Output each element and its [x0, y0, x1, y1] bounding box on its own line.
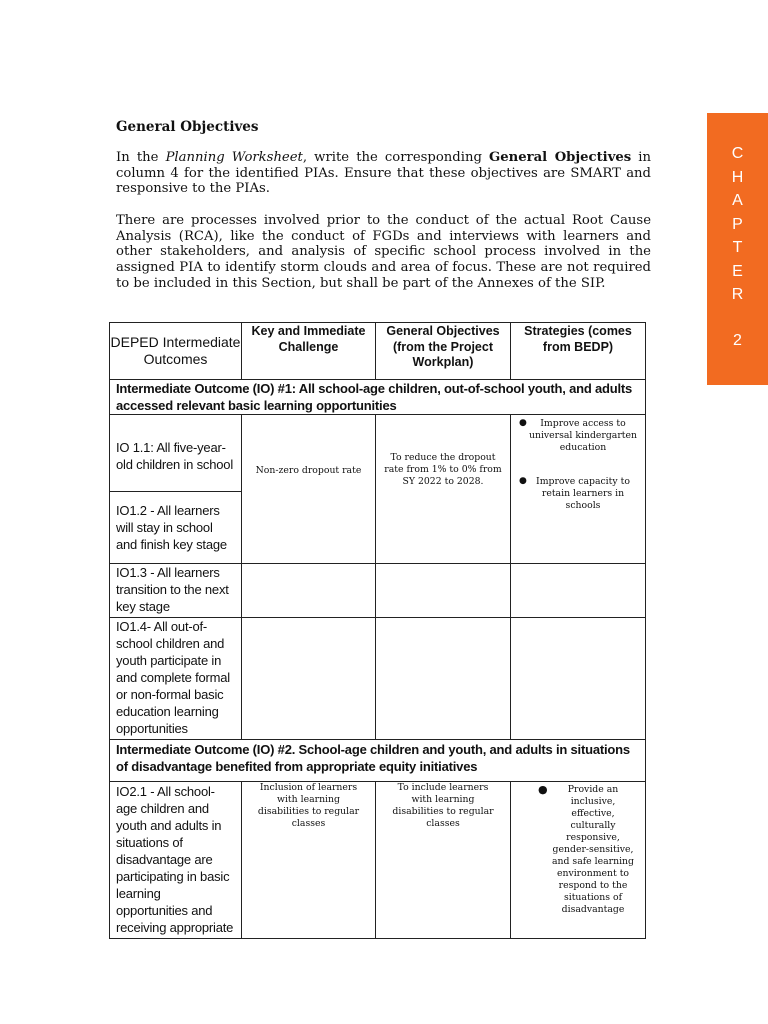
strategy-item — [511, 782, 645, 916]
text-run: , write the corresponding — [302, 150, 490, 165]
io2-title: Intermediate Outcome (IO) #2. School-age children and youth, and adults in situations of disadvantage benefited from appropriate equity initiatives — [110, 740, 646, 782]
io2-objective-cell — [376, 782, 511, 939]
section-heading: General Objectives — [116, 119, 259, 135]
chapter-letter: E — [732, 262, 743, 280]
table-row — [110, 415, 646, 492]
chapter-letter: T — [732, 239, 743, 256]
chapter-letter: R — [731, 286, 744, 303]
io1-3-cell: IO1.3 - All learners transition to the next key stage — [110, 564, 242, 618]
objectives-table — [109, 322, 646, 939]
chapter-number: 2 — [733, 331, 742, 349]
table-row — [110, 782, 646, 939]
empty-cell — [376, 564, 511, 618]
general-objectives-term: General Objectives — [489, 150, 632, 165]
planning-worksheet-term: Planning Worksheet — [165, 150, 303, 165]
intro-paragraph — [116, 150, 651, 197]
io2-objective: To include learners with learning disabilities to regular classes — [392, 782, 494, 829]
text-run: In the — [116, 150, 166, 165]
bullet-icon: ● — [538, 783, 548, 796]
bullet-icon: ● — [519, 418, 527, 428]
io1-challenge: Non-zero dropout rate — [255, 465, 362, 476]
chapter-letter: A — [732, 192, 743, 209]
io1-1-cell: IO 1.1: All five-year-old children in school — [110, 415, 242, 492]
io2-title-row — [110, 740, 646, 782]
header-strategies: Strategies (comes from BEDP) — [511, 323, 646, 380]
header-general-objectives: General Objectives (from the Project Workplan) — [376, 323, 511, 380]
text-run: in column 4 for the identified PIAs. Ensure that these objectives are SMART and responsive to the PIAs. — [116, 150, 652, 197]
io1-strategy-cell — [511, 415, 646, 564]
io2-challenge-cell — [242, 782, 376, 939]
empty-cell — [511, 618, 646, 740]
io1-2-cell: IO1.2 - All learners will stay in school and finish key stage — [110, 492, 242, 564]
rca-paragraph: There are processes involved prior to the conduct of the actual Root Cause Analysis (RCA), like the conduct of FGDs and interviews with learners and other stakeholders, and analysis of specific school process involved in the assigned PIA to identify storm clouds and area of focus. These are not required to be included in this Section, but shall be part of the Annexes of the SIP. — [116, 213, 651, 291]
io2-strategy: Provide an inclusive, effective, culturally responsive, gender-sensitive, and safe learning environment to respond to the situations of disadvantage — [551, 784, 634, 915]
strategy-item — [511, 476, 645, 512]
io1-objective: To reduce the dropout rate from 1% to 0% from SY 2022 to 2028. — [384, 452, 502, 487]
table-row — [110, 618, 646, 740]
header-deped-outcomes: DEPED Intermediate Outcomes — [110, 323, 242, 380]
chapter-tab — [707, 113, 768, 385]
bullet-icon: ● — [519, 476, 527, 486]
io1-strategy-1: Improve access to universal kindergarten education — [528, 418, 638, 453]
chapter-letter: H — [731, 168, 744, 186]
empty-cell — [242, 564, 376, 618]
io1-4-cell: IO1.4- All out-of-school children and youth participate in and complete formal or non-formal basic education learning opportunities — [110, 618, 242, 740]
table-row — [110, 564, 646, 618]
io1-challenge-cell — [242, 415, 376, 564]
header-key-challenge: Key and Immediate Challenge — [242, 323, 376, 380]
chapter-letter: P — [732, 215, 743, 233]
empty-cell — [376, 618, 511, 740]
io1-title: Intermediate Outcome (IO) #1: All school-age children, out-of-school youth, and adults accessed relevant basic learning opportunities — [110, 380, 646, 415]
io1-objective-cell — [376, 415, 511, 564]
io1-title-row — [110, 380, 646, 415]
io1-strategy-2: Improve capacity to retain learners in schools — [536, 476, 630, 511]
io2-1-cell: IO2.1 - All school-age children and youth and adults in situations of disadvantage are participating in basic learning opportunities and receiving appropriate — [110, 782, 242, 939]
io2-strategy-cell — [511, 782, 646, 939]
table-header-row — [110, 323, 646, 380]
empty-cell — [511, 564, 646, 618]
strategy-item — [511, 418, 645, 454]
io2-challenge: Inclusion of learners with learning disabilities to regular classes — [257, 782, 360, 829]
empty-cell — [242, 618, 376, 740]
chapter-letter: C — [731, 145, 744, 162]
